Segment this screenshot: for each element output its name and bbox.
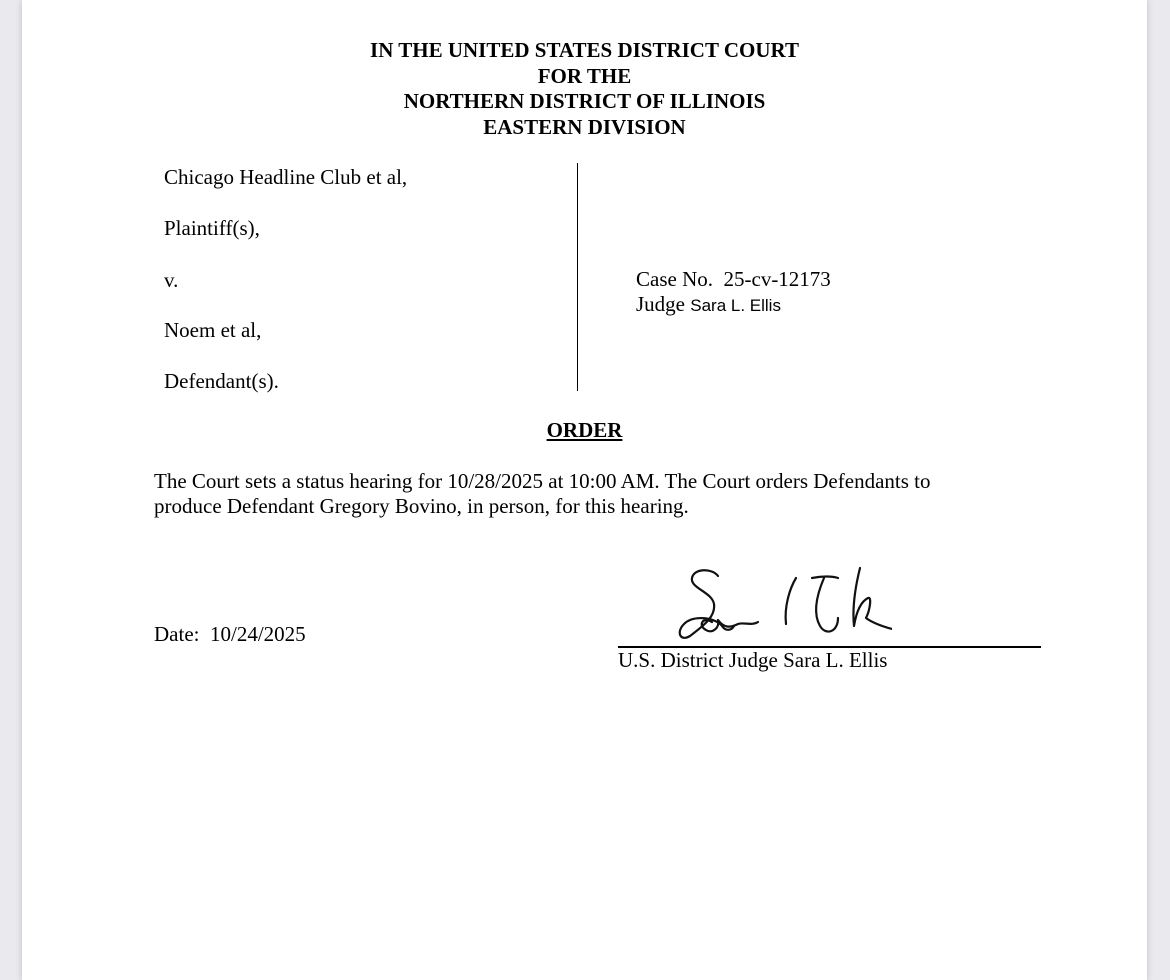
judge-line: [636, 292, 781, 317]
case-number-label: Case No.: [636, 267, 713, 291]
defendant-name: Noem et al,: [164, 318, 262, 342]
case-number-line: [636, 267, 831, 292]
court-heading-line1: IN THE UNITED STATES DISTRICT COURT: [370, 38, 799, 62]
caption-divider: [577, 163, 578, 391]
court-heading-line2: FOR THE: [537, 63, 632, 88]
signature-label: U.S. District Judge Sara L. Ellis: [618, 648, 888, 672]
case-number: 25-cv-12173: [723, 267, 831, 291]
signature-stroke: [680, 570, 734, 638]
defendant-role: Defendant(s).: [164, 369, 279, 393]
signature-stroke: [853, 568, 892, 632]
order-text: The Court sets a status hearing for 10/28/2025 at 10:00 AM. The Court orders Defendants to produce Defendant Gregory Bovino, in person, for this hearing.: [154, 469, 931, 518]
signature-stroke: [816, 578, 838, 632]
plaintiff-role: Plaintiff(s),: [164, 216, 260, 240]
court-heading-line4: EASTERN DIVISION: [483, 114, 686, 139]
date-line: [154, 622, 306, 647]
court-heading-line3: NORTHERN DISTRICT OF ILLINOIS: [403, 89, 766, 113]
court-heading: [22, 38, 1147, 140]
judge-name: Sara L. Ellis: [690, 296, 781, 315]
date-label: Date:: [154, 622, 200, 646]
judge-signature: [672, 562, 892, 648]
signature-stroke: [786, 578, 796, 624]
order-title: ORDER: [546, 418, 623, 442]
document-page: [22, 0, 1147, 980]
judge-label: Judge: [636, 292, 685, 316]
plaintiff-name: Chicago Headline Club et al,: [164, 165, 408, 189]
versus-label: v.: [164, 268, 179, 292]
date-value: 10/24/2025: [209, 622, 306, 646]
